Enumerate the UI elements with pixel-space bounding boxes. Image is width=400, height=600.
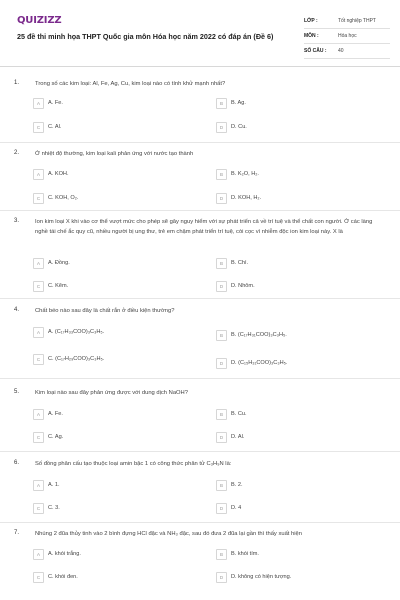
option-c[interactable] (33, 280, 195, 292)
option-letter-box: A (33, 549, 44, 560)
option-letter-box: A (33, 480, 44, 491)
option-d[interactable] (216, 121, 378, 133)
option-text: D. 4 (231, 505, 242, 511)
option-letter-box: A (33, 327, 44, 338)
option-a[interactable] (33, 257, 195, 269)
meta-value: 40 (338, 48, 344, 54)
question-number: 2. (14, 150, 20, 156)
option-text: C. KOH, O₂. (48, 195, 79, 201)
option-letter-box: B (216, 169, 227, 180)
option-text: C. 3. (48, 505, 60, 511)
option-a[interactable] (33, 479, 195, 491)
question-number: 6. (14, 460, 20, 466)
option-letter-box: A (33, 98, 44, 109)
meta-table (304, 14, 390, 59)
option-letter-box: B (216, 480, 227, 491)
option-c[interactable] (33, 502, 195, 514)
option-text: D. không có hiện tượng. (231, 574, 292, 580)
option-letter-box: A (33, 409, 44, 420)
option-letter-box: C (33, 281, 44, 292)
option-b[interactable] (216, 329, 378, 341)
meta-row-class (304, 14, 390, 29)
option-a[interactable] (33, 408, 195, 420)
question-text: Số đồng phân cấu tạo thuộc loại amin bậc 1 có công thức phân tử C₃H₉N là: (35, 461, 232, 467)
option-letter-box: B (216, 549, 227, 560)
option-b[interactable] (216, 257, 378, 269)
option-text: B. (C₁₇H₃₁COO)₃C₃H₅. (231, 332, 287, 338)
option-c[interactable] (33, 121, 195, 133)
option-text: D. KOH, H₂. (231, 195, 262, 201)
option-text: A. Đồng. (48, 260, 70, 266)
option-text: B. Chì. (231, 260, 249, 266)
option-text: B. Ag. (231, 100, 246, 106)
meta-row-count (304, 44, 390, 59)
option-letter-box: D (216, 193, 227, 204)
meta-row-subject (304, 29, 390, 44)
option-text: B. Cu. (231, 411, 247, 417)
option-text: D. (C₁₅H₃₁COO)₃C₃H₅. (231, 360, 288, 366)
option-letter-box: B (216, 98, 227, 109)
option-b[interactable] (216, 548, 378, 560)
meta-key: LỚP : (304, 18, 318, 24)
option-letter-box: C (33, 432, 44, 443)
question-text: Ion kim loại X khi vào cơ thể vượt mức cho phép sẽ gây nguy hiểm với sự phát triển cả về trí tuệ và thể chất con người. Ở các làng nghề tái chế ắc quy cũ, nhiều người bị ung thư, trẻ em chậm phát triển trí tuệ, còi cọc vì nhiễm độc ion kim loại này. X là (35, 219, 373, 235)
question-divider (0, 378, 400, 379)
meta-value: Hóa học (338, 33, 357, 39)
option-text: D. Al. (231, 434, 245, 440)
option-text: C. Ag. (48, 434, 64, 440)
option-text: D. Nhôm. (231, 283, 255, 289)
question-divider (0, 451, 400, 452)
option-d[interactable] (216, 192, 378, 204)
option-c[interactable] (33, 431, 195, 443)
option-text: A. Fe. (48, 100, 63, 106)
option-letter-box: D (216, 358, 227, 369)
option-text: A. (C₁₇H₃₃COO)₃C₃H₅. (48, 329, 105, 335)
document-title: 25 đề thi minh họa THPT Quốc gia môn Hóa học năm 2022 có đáp án (Đề 6) (17, 32, 274, 41)
option-a[interactable] (33, 168, 195, 180)
option-d[interactable] (216, 280, 378, 292)
question-text: Chất béo nào sau đây là chất rắn ở điều kiện thường? (35, 308, 175, 314)
header-divider (0, 66, 400, 67)
option-text: B. 2. (231, 482, 243, 488)
header (0, 0, 400, 66)
quizizz-logo: QUIZIZZ (17, 15, 62, 26)
option-letter-box: C (33, 122, 44, 133)
option-b[interactable] (216, 97, 378, 109)
option-letter-box: D (216, 281, 227, 292)
meta-key: MÔN : (304, 33, 319, 39)
option-b[interactable] (216, 168, 378, 180)
option-b[interactable] (216, 479, 378, 491)
option-text: C. Kẽm. (48, 283, 69, 289)
option-a[interactable] (33, 326, 195, 338)
option-c[interactable] (33, 571, 195, 583)
option-letter-box: C (33, 354, 44, 365)
option-c[interactable] (33, 353, 195, 365)
option-letter-box: C (33, 572, 44, 583)
question-number: 7. (14, 530, 20, 536)
option-letter-box: C (33, 193, 44, 204)
option-letter-box: C (33, 503, 44, 514)
option-a[interactable] (33, 97, 195, 109)
option-text: B. K₂O, H₂. (231, 171, 259, 177)
question-number: 4. (14, 307, 20, 313)
option-b[interactable] (216, 408, 378, 420)
question-number: 3. (14, 218, 20, 224)
question-divider (0, 210, 400, 211)
option-letter-box: D (216, 503, 227, 514)
option-d[interactable] (216, 571, 378, 583)
option-text: A. Fe. (48, 411, 63, 417)
question-number: 1. (14, 80, 20, 86)
option-letter-box: A (33, 169, 44, 180)
option-text: A. 1. (48, 482, 60, 488)
option-text: C. Al. (48, 124, 62, 130)
option-d[interactable] (216, 431, 378, 443)
option-letter-box: B (216, 330, 227, 341)
option-letter-box: B (216, 409, 227, 420)
option-letter-box: B (216, 258, 227, 269)
question-text: Ở nhiệt độ thường, kim loại kali phản ứng với nước tạo thành (35, 151, 194, 157)
question-text: Kim loại nào sau đây phản ứng được với dung dịch NaOH? (35, 390, 188, 396)
option-text: C. (C₁₇H₂₉COO)₃C₃H₅. (48, 356, 105, 362)
question-divider (0, 142, 400, 143)
option-text: A. KOH. (48, 171, 69, 177)
option-letter-box: D (216, 432, 227, 443)
option-letter-box: D (216, 122, 227, 133)
option-c[interactable] (33, 192, 195, 204)
question-divider (0, 298, 400, 299)
option-d[interactable] (216, 502, 378, 514)
question-number: 5. (14, 389, 20, 395)
option-text: A. khói trắng. (48, 551, 81, 557)
option-letter-box: A (33, 258, 44, 269)
question-text: Trong số các kim loại: Al, Fe, Ag, Cu, kim loại nào có tính khử mạnh nhất? (35, 81, 226, 87)
option-letter-box: D (216, 572, 227, 583)
option-a[interactable] (33, 548, 195, 560)
question-divider (0, 522, 400, 523)
option-text: D. Cu. (231, 124, 247, 130)
question-text: Nhúng 2 đũa thủy tinh vào 2 bình đựng HCl đặc và NH₃ đặc, sau đó đưa 2 đũa lại gần thì thấy xuất hiện (35, 531, 302, 537)
meta-value: Tốt nghiệp THPT (338, 18, 376, 24)
option-text: C. khói đen. (48, 574, 78, 580)
option-d[interactable] (216, 357, 378, 369)
option-text: B. khói tím. (231, 551, 259, 557)
meta-key: SỐ CÂU : (304, 48, 327, 54)
